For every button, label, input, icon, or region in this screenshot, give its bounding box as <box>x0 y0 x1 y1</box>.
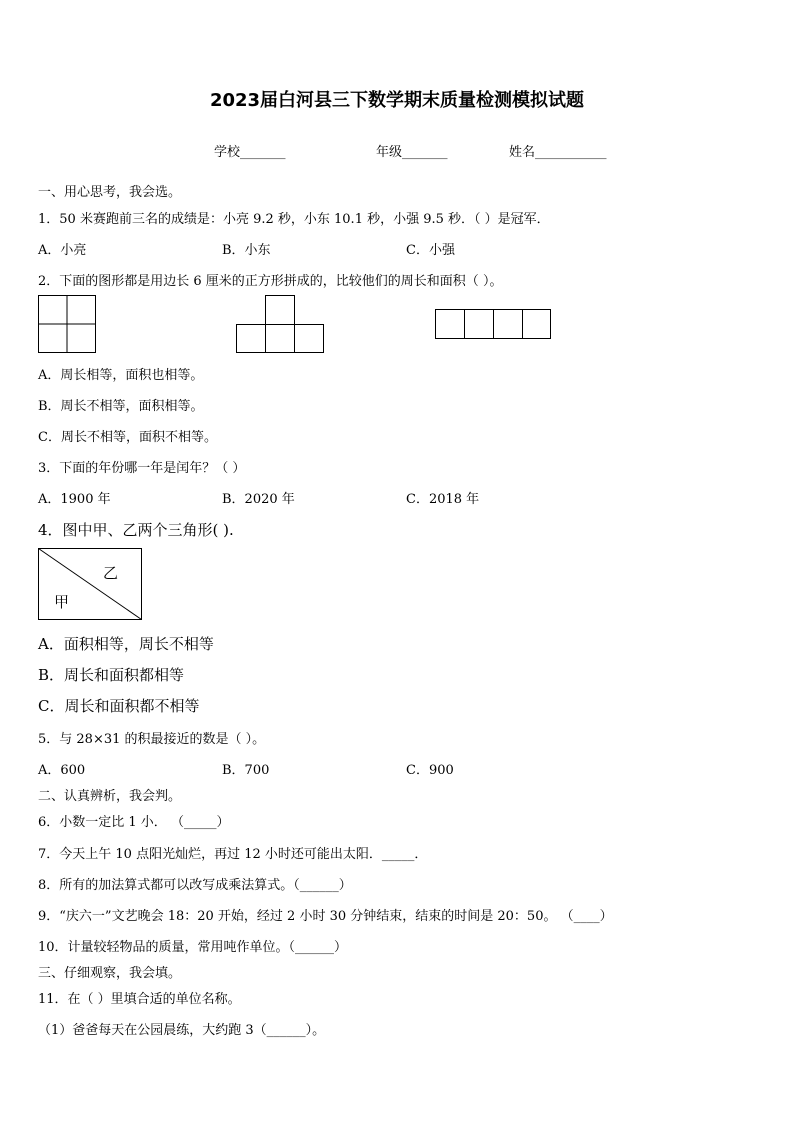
q4-option-c: C．周长和面积都不相等 <box>38 697 200 715</box>
q4-option-b: B．周长和面积都相等 <box>38 666 185 684</box>
q1-option-b: B．小东 <box>222 243 271 258</box>
question-11: 11．在（ ）里填合适的单位名称。 <box>38 992 241 1007</box>
question-8: 8．所有的加法算式都可以改写成乘法算式。（______） <box>38 878 352 893</box>
q4-label-jia: 甲 <box>54 593 70 611</box>
section-2-heading: 二、认真辨析，我会判。 <box>38 789 182 804</box>
school-field: 学校_______ <box>214 145 286 160</box>
q2-option-c: C．周长不相等，面积不相等。 <box>38 430 217 445</box>
page-title: 2023届白河县三下数学期末质量检测模拟试题 <box>209 90 585 111</box>
q4-label-yi: 乙 <box>103 564 119 582</box>
q2-option-a: A．周长相等，面积也相等。 <box>38 368 204 383</box>
question-11-sub-1: （1）爸爸每天在公园晨练，大约跑 3（______）。 <box>38 1023 326 1038</box>
question-2: 2．下面的图形都是用边长 6 厘米的正方形拼成的，比较他们的周长和面积（ ）。 <box>38 274 503 289</box>
q2-figure-t-shape <box>236 295 326 355</box>
q2-option-b: B．周长不相等，面积相等。 <box>38 399 204 414</box>
section-1-heading: 一、用心思考，我会选。 <box>38 185 182 200</box>
q4-option-a: A．面积相等，周长不相等 <box>38 635 214 653</box>
question-10: 10．计量较轻物品的质量，常用吨作单位。（______） <box>38 940 348 955</box>
q5-option-a: A．600 <box>38 763 86 778</box>
q2-figure-row <box>435 309 553 341</box>
question-3: 3．下面的年份哪一年是闰年？（ ） <box>38 461 246 476</box>
grade-field: 年级_______ <box>376 145 448 160</box>
q1-option-a: A．小亮 <box>38 243 87 258</box>
name-field: 姓名___________ <box>509 145 607 160</box>
section-3-heading: 三、仔细观察，我会填。 <box>38 966 182 981</box>
q5-option-c: C．900 <box>406 763 454 778</box>
q2-figure-square <box>38 295 98 355</box>
q1-option-c: C．小强 <box>406 243 455 258</box>
question-1: 1．50 米赛跑前三名的成绩是：小亮 9.2 秒，小东 10.1 秒，小强 9.5 秒．（ ）是冠军． <box>38 212 550 227</box>
question-5: 5．与 28×31 的积最接近的数是（ ）。 <box>38 732 266 747</box>
q5-option-b: B．700 <box>222 763 270 778</box>
q3-option-a: A．1900 年 <box>38 492 111 507</box>
question-6: 6．小数一定比 1 小． （_____） <box>38 815 230 830</box>
q3-option-c: C．2018 年 <box>406 492 480 507</box>
question-9: 9．“庆六一”文艺晚会 18：20 开始，经过 2 小时 30 分钟结束，结束的时间是 20：50。 （____） <box>38 909 613 924</box>
q3-option-b: B．2020 年 <box>222 492 295 507</box>
question-7: 7．今天上午 10 点阳光灿烂，再过 12 小时还可能出太阳．_____． <box>38 847 428 862</box>
question-4: 4．图中甲、乙两个三角形( ). <box>38 521 234 539</box>
